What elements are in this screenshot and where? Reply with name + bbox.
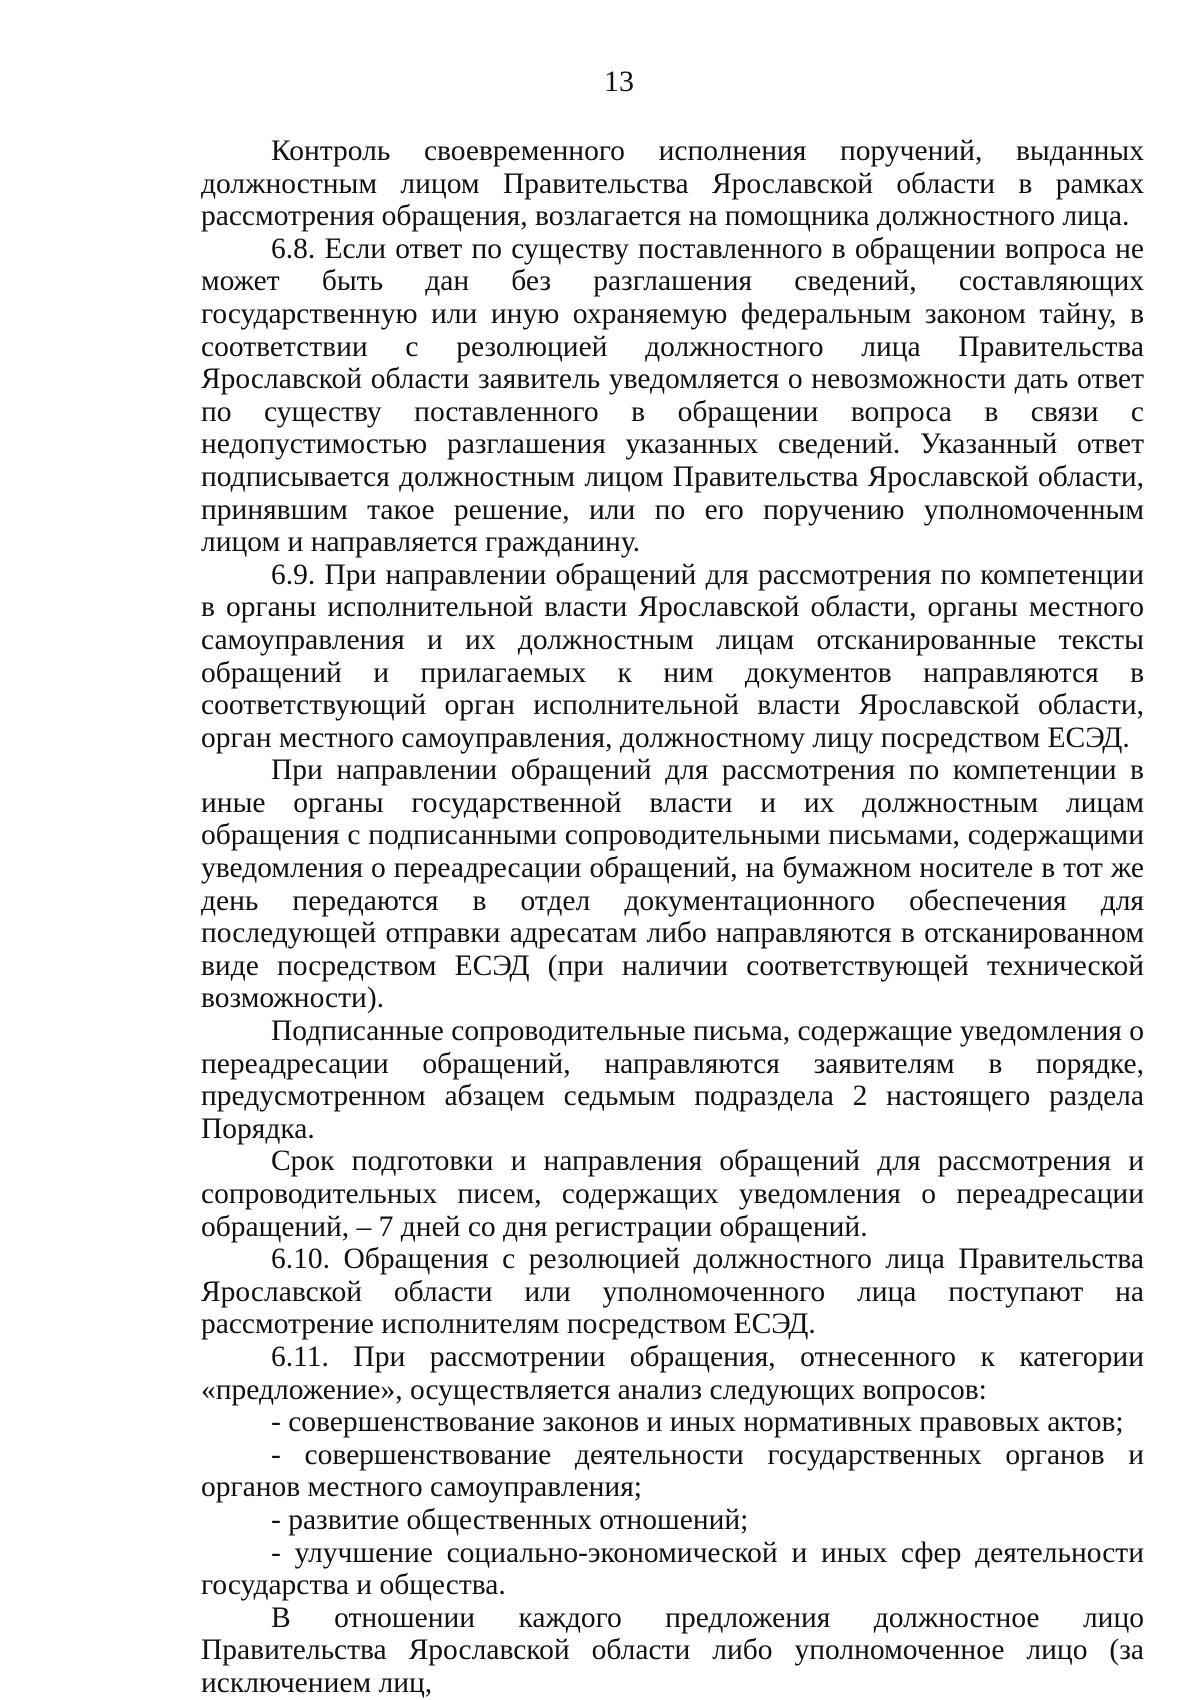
list-item-laws: - совершенствование законов и иных нормативных правовых актов; xyxy=(271,1406,1124,1439)
list-item-bodies-activity: - совершенствование деятельности государственных органов и органов местного самоуправления; xyxy=(201,1438,1144,1504)
paragraph-6-11: 6.11. При рассмотрении обращения, отнесенного к категории «предложение», осуществляется анализ следующих вопросов: xyxy=(201,1340,1144,1406)
paragraph-signed-letters: Подписанные сопроводительные письма, содержащие уведомления о переадресации обращений, направляются заявителям в порядке, предусмотренном абзацем седьмым подраздела 2 настоящего раздела Порядка. xyxy=(201,1015,1144,1145)
paragraph-6-9: 6.9. При направлении обращений для рассмотрения по компетенции в органы исполнительной власти Ярославской области, органы местного самоуправления и их должностным лицам отсканированные тексты обращений и прилагаемых к ним документов направляются в соответствующий орган исполнительной власти Ярославской области, орган местного самоуправления, должностному лицу посредством ЕСЭД. xyxy=(201,558,1144,754)
list-item-social-relations: - развитие общественных отношений; xyxy=(271,1503,749,1536)
paragraph-6-10: 6.10. Обращения с резолюцией должностного лица Правительства Ярославской области или уполномоченного лица поступают на рассмотрение исполнителям посредством ЕСЭД. xyxy=(201,1243,1144,1341)
page-number: 13 xyxy=(604,65,634,98)
document-body xyxy=(201,135,1144,1700)
paragraph-control-assistant: Контроль своевременного исполнения поручений, выданных должностным лицом Правительства Ярославской области в рамках рассмотрения обращения, возлагается на помощника должностного лица. xyxy=(201,135,1144,233)
paragraph-6-8: 6.8. Если ответ по существу поставленного в обращении вопроса не может быть дан без разглашения сведений, составляющих государственную или иную охраняемую федеральным законом тайну, в соответствии с резолюцией должностного лица Правительства Ярославской области заявитель уведомляется о невозможности дать ответ по существу поставленного в обращении вопроса в связи с недопустимостью разглашения указанных сведений. Указанный ответ подписывается должностным лицом Правительства Ярославской области, принявшим такое решение, или по его поручению уполномоченным лицом и направляется гражданину. xyxy=(201,232,1144,559)
paragraph-proposal-handling: В отношении каждого предложения должностное лицо Правительства Ярославской области либо уполномоченное лицо (за исключением лиц, xyxy=(201,1601,1144,1699)
paragraph-redirect-state-bodies: При направлении обращений для рассмотрения по компетенции в иные органы государственной власти и их должностным лицам обращения с подписанными сопроводительными письмами, содержащими уведомления о переадресации обращений, на бумажном носителе в тот же день передаются в отдел документационного обеспечения для последующей отправки адресатам либо направляются в отсканированном виде посредством ЕСЭД (при наличии соответствующей технической возможности). xyxy=(201,754,1144,1015)
list-item-socio-economic: - улучшение социально-экономической и иных сфер деятельности государства и общества. xyxy=(201,1536,1144,1602)
paragraph-deadline: Срок подготовки и направления обращений для рассмотрения и сопроводительных писем, содержащих уведомления о переадресации обращений, – 7 дней со дня регистрации обращений. xyxy=(201,1145,1144,1243)
